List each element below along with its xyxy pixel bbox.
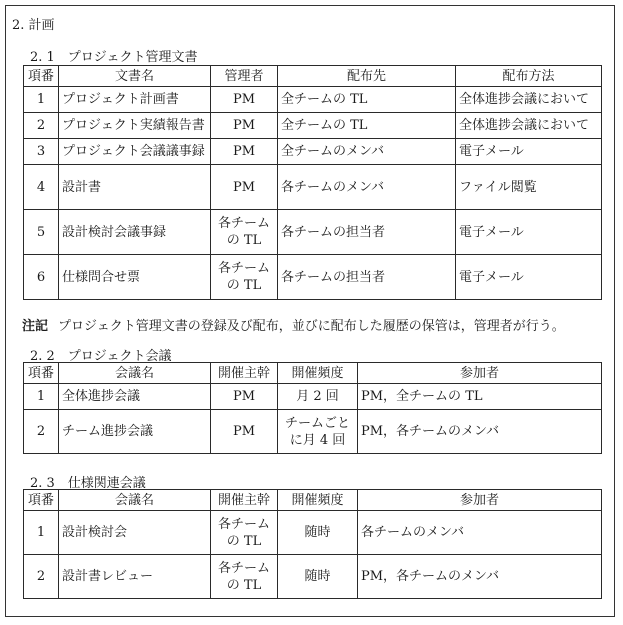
col-header: 項番 xyxy=(24,490,59,511)
col-header: 項番 xyxy=(24,363,59,384)
table-row xyxy=(24,555,602,599)
cell-participants: PM，全チームの TL xyxy=(358,384,602,410)
cell-method: 全体進捗会議において xyxy=(456,87,602,113)
cell-doc-name: プロジェクト会議議事録 xyxy=(59,139,211,165)
cell-no: 5 xyxy=(24,210,59,255)
cell-doc-name: 設計検討会議事録 xyxy=(59,210,211,255)
section-2-2-title: 2. 2 プロジェクト会議 xyxy=(30,349,172,364)
cell-method: ファイル閲覧 xyxy=(456,165,602,210)
documents-table xyxy=(23,65,602,300)
cell-recipient: 各チームの担当者 xyxy=(278,255,456,300)
section-2-3-title: 2. 3 仕様関連会議 xyxy=(30,476,146,491)
table-row xyxy=(24,210,602,255)
cell-no: 1 xyxy=(24,384,59,410)
cell-doc-name: プロジェクト計画書 xyxy=(59,87,211,113)
table-row xyxy=(24,165,602,210)
project-meetings-table xyxy=(23,362,602,454)
cell-participants: 各チームのメンバ xyxy=(358,511,602,555)
table-row xyxy=(24,87,602,113)
col-header: 開催主幹 xyxy=(211,490,278,511)
cell-frequency: 随時 xyxy=(278,511,358,555)
note-text: プロジェクト管理文書の登録及び配布，並びに配布した履歴の保管は，管理者が行う。 xyxy=(58,319,565,334)
cell-manager: PM xyxy=(211,165,278,210)
col-header: 管理者 xyxy=(211,66,278,87)
cell-meeting-name: チーム進捗会議 xyxy=(59,410,211,454)
cell-doc-name: 仕様問合せ票 xyxy=(59,255,211,300)
table-header-row xyxy=(24,363,602,384)
cell-manager: PM xyxy=(211,87,278,113)
cell-host: PM xyxy=(211,384,278,410)
section-title: 2. 計画 xyxy=(12,18,55,33)
cell-recipient: 各チームの担当者 xyxy=(278,210,456,255)
col-header: 項番 xyxy=(24,66,59,87)
cell-recipient: 全チームの TL xyxy=(278,87,456,113)
cell-manager: 各チームの TL xyxy=(211,255,278,300)
cell-participants: PM，各チームのメンバ xyxy=(358,410,602,454)
cell-method: 電子メール xyxy=(456,139,602,165)
cell-doc-name: 設計書 xyxy=(59,165,211,210)
cell-recipient: 全チームの TL xyxy=(278,113,456,139)
col-header: 配布先 xyxy=(278,66,456,87)
cell-recipient: 全チームのメンバ xyxy=(278,139,456,165)
table-row xyxy=(24,511,602,555)
cell-recipient: 各チームのメンバ xyxy=(278,165,456,210)
table-header-row xyxy=(24,490,602,511)
cell-no: 3 xyxy=(24,139,59,165)
cell-no: 2 xyxy=(24,555,59,599)
table-row xyxy=(24,384,602,410)
section-2-1-title: 2. 1 プロジェクト管理文書 xyxy=(30,50,198,65)
cell-host: 各チームの TL xyxy=(211,511,278,555)
col-header: 文書名 xyxy=(59,66,211,87)
cell-meeting-name: 設計書レビュー xyxy=(59,555,211,599)
cell-frequency: 随時 xyxy=(278,555,358,599)
col-header: 開催頻度 xyxy=(278,490,358,511)
cell-no: 2 xyxy=(24,113,59,139)
cell-method: 電子メール xyxy=(456,210,602,255)
col-header: 会議名 xyxy=(59,363,211,384)
cell-no: 4 xyxy=(24,165,59,210)
col-header: 参加者 xyxy=(358,490,602,511)
cell-frequency: チームごとに月 4 回 xyxy=(278,410,358,454)
col-header: 開催主幹 xyxy=(211,363,278,384)
col-header: 参加者 xyxy=(358,363,602,384)
col-header: 会議名 xyxy=(59,490,211,511)
cell-no: 1 xyxy=(24,511,59,555)
table-header-row xyxy=(24,66,602,87)
cell-method: 全体進捗会議において xyxy=(456,113,602,139)
spec-meetings-table xyxy=(23,489,602,599)
cell-participants: PM，各チームのメンバ xyxy=(358,555,602,599)
note xyxy=(22,315,565,334)
cell-frequency: 月 2 回 xyxy=(278,384,358,410)
col-header: 配布方法 xyxy=(456,66,602,87)
cell-doc-name: プロジェクト実績報告書 xyxy=(59,113,211,139)
note-label: 注記 xyxy=(22,319,49,334)
cell-method: 電子メール xyxy=(456,255,602,300)
table-row xyxy=(24,410,602,454)
cell-manager: PM xyxy=(211,113,278,139)
cell-host: PM xyxy=(211,410,278,454)
cell-meeting-name: 設計検討会 xyxy=(59,511,211,555)
table-row xyxy=(24,255,602,300)
col-header: 開催頻度 xyxy=(278,363,358,384)
table-row xyxy=(24,113,602,139)
cell-no: 1 xyxy=(24,87,59,113)
cell-manager: PM xyxy=(211,139,278,165)
cell-manager: 各チームの TL xyxy=(211,210,278,255)
cell-host: 各チームの TL xyxy=(211,555,278,599)
cell-meeting-name: 全体進捗会議 xyxy=(59,384,211,410)
table-row xyxy=(24,139,602,165)
cell-no: 6 xyxy=(24,255,59,300)
cell-no: 2 xyxy=(24,410,59,454)
